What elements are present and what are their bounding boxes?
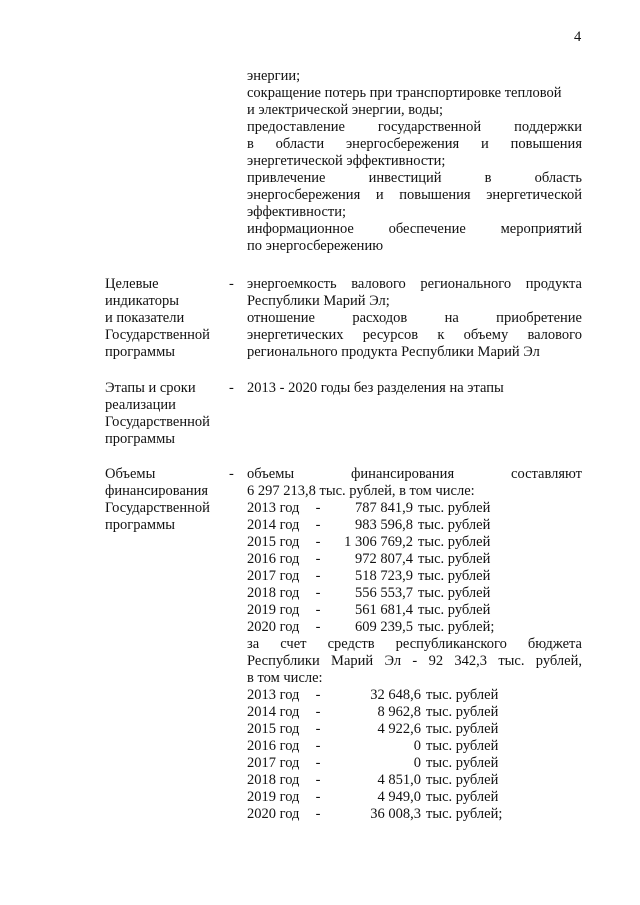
year-cell: 2013 год (247, 500, 300, 516)
text-line: сокращение потерь при транспортировке тепловой (247, 85, 562, 101)
text-line: отношение расходов на приобретение (247, 310, 582, 326)
year-cell: 2015 год (247, 534, 300, 550)
table-row (247, 772, 582, 789)
amount-cell: 518 723,9 (355, 568, 413, 584)
text-line: Республики Марий Эл - 92 342,3 тыс. рублей, (247, 653, 582, 669)
text-line: предоставление государственной поддержки (247, 119, 582, 135)
section-value-financing (247, 466, 582, 823)
year-cell: 2019 год (247, 602, 300, 618)
unit-cell: тыс. рублей (426, 704, 499, 720)
section-label-indicators (105, 276, 230, 361)
section-dash: - (229, 466, 234, 482)
section-label-stages (105, 380, 230, 448)
table-row (247, 534, 582, 551)
unit-cell: тыс. рублей (426, 772, 499, 788)
unit-cell: тыс. рублей (418, 585, 491, 601)
amount-cell: 32 648,6 (370, 687, 421, 703)
amount-cell: 0 (413, 755, 421, 771)
unit-cell: тыс. рублей (418, 517, 491, 533)
table-row (247, 551, 582, 568)
dash-cell: - (315, 517, 321, 533)
section-dash: - (229, 380, 234, 396)
label-line: программы (105, 344, 175, 360)
amount-cell: 4 949,0 (377, 789, 421, 805)
dash-cell: - (315, 704, 321, 720)
dash-cell: - (315, 738, 321, 754)
continued-list (247, 68, 582, 255)
text-line: и электрической энергии, воды; (247, 102, 443, 118)
label-line: реализации (105, 397, 176, 413)
text-line: по энергосбережению (247, 238, 384, 254)
amount-cell: 787 841,9 (355, 500, 413, 516)
label-line: Объемы (105, 466, 156, 482)
unit-cell: тыс. рублей (426, 738, 499, 754)
dash-cell: - (315, 585, 321, 601)
unit-cell: тыс. рублей (418, 568, 491, 584)
year-cell: 2017 год (247, 755, 300, 771)
unit-cell: тыс. рублей (418, 602, 491, 618)
unit-cell: тыс. рублей (418, 534, 491, 550)
year-cell: 2019 год (247, 789, 300, 805)
text-line: привлечение инвестиций в область (247, 170, 582, 186)
table-row (247, 585, 582, 602)
text-line: 6 297 213,8 тыс. рублей, в том числе: (247, 483, 475, 499)
page-number: 4 (574, 29, 582, 45)
label-line: и показатели (105, 310, 185, 326)
text-line: энергии; (247, 68, 301, 84)
dash-cell: - (315, 789, 321, 805)
dash-cell: - (315, 772, 321, 788)
dash-cell: - (315, 619, 321, 635)
text-line: энергосбережения и повышения энергетической (247, 187, 582, 203)
text-line: Республики Марий Эл; (247, 293, 390, 309)
year-cell: 2020 год (247, 806, 300, 822)
label-line: программы (105, 517, 175, 533)
text-line: энергоемкость валового регионального продукта (247, 276, 582, 292)
dash-cell: - (315, 687, 321, 703)
year-cell: 2020 год (247, 619, 300, 635)
unit-cell: тыс. рублей; (426, 806, 503, 822)
text-line: информационное обеспечение мероприятий (247, 221, 582, 237)
table-row (247, 806, 582, 823)
label-line: Государственной (105, 327, 210, 343)
table-row (247, 721, 582, 738)
label-line: Государственной (105, 414, 210, 430)
amount-cell: 609 239,5 (355, 619, 413, 635)
text-line: в области энергосбережения и повышения (247, 136, 582, 152)
label-line: финансирования (105, 483, 209, 499)
section-value-stages: 2013 - 2020 годы без разделения на этапы (247, 380, 504, 396)
section-dash: - (229, 276, 234, 292)
text-line: за счет средств республиканского бюджета (247, 636, 582, 652)
text-line: объемы финансирования составляют (247, 466, 582, 482)
year-cell: 2013 год (247, 687, 300, 703)
section-value-indicators (247, 276, 582, 361)
text-line: эффективности; (247, 204, 347, 220)
section-label-financing (105, 466, 230, 534)
amount-cell: 36 008,3 (370, 806, 421, 822)
amount-cell: 556 553,7 (355, 585, 413, 601)
text-line: энергетической эффективности; (247, 153, 446, 169)
table-row (247, 738, 582, 755)
dash-cell: - (315, 500, 321, 516)
year-cell: 2014 год (247, 517, 300, 533)
label-line: программы (105, 431, 175, 447)
unit-cell: тыс. рублей (426, 755, 499, 771)
amount-cell: 972 807,4 (355, 551, 413, 567)
amount-cell: 0 (413, 738, 421, 754)
label-line: Целевые (105, 276, 159, 292)
year-cell: 2017 год (247, 568, 300, 584)
text-line: энергетических ресурсов к объему валового (247, 327, 582, 343)
table-row (247, 789, 582, 806)
amount-cell: 1 306 769,2 (344, 534, 413, 550)
dash-cell: - (315, 551, 321, 567)
year-cell: 2015 год (247, 721, 300, 737)
dash-cell: - (315, 602, 321, 618)
amount-cell: 561 681,4 (355, 602, 413, 618)
label-line: индикаторы (105, 293, 179, 309)
table-row (247, 687, 582, 704)
year-cell: 2016 год (247, 738, 300, 754)
table-row (247, 602, 582, 619)
table-row (247, 619, 582, 636)
dash-cell: - (315, 721, 321, 737)
dash-cell: - (315, 806, 321, 822)
label-line: Государственной (105, 500, 210, 516)
table-row (247, 704, 582, 721)
amount-cell: 983 596,8 (355, 517, 413, 533)
year-cell: 2016 год (247, 551, 300, 567)
table-row (247, 568, 582, 585)
table-row (247, 517, 582, 534)
amount-cell: 8 962,8 (377, 704, 421, 720)
table-row (247, 500, 582, 517)
table-row (247, 755, 582, 772)
total-financing-table (247, 500, 582, 636)
unit-cell: тыс. рублей (426, 687, 499, 703)
dash-cell: - (315, 534, 321, 550)
unit-cell: тыс. рублей (426, 721, 499, 737)
unit-cell: тыс. рублей (426, 789, 499, 805)
dash-cell: - (315, 568, 321, 584)
amount-cell: 4 922,6 (377, 721, 421, 737)
budget-financing-table (247, 687, 582, 823)
dash-cell: - (315, 755, 321, 771)
amount-cell: 4 851,0 (377, 772, 421, 788)
unit-cell: тыс. рублей (418, 551, 491, 567)
label-line: Этапы и сроки (105, 380, 196, 396)
year-cell: 2018 год (247, 772, 300, 788)
year-cell: 2014 год (247, 704, 300, 720)
unit-cell: тыс. рублей (418, 500, 491, 516)
year-cell: 2018 год (247, 585, 300, 601)
unit-cell: тыс. рублей; (418, 619, 495, 635)
text-line: в том числе: (247, 670, 323, 686)
text-line: регионального продукта Республики Марий Эл (247, 344, 540, 360)
